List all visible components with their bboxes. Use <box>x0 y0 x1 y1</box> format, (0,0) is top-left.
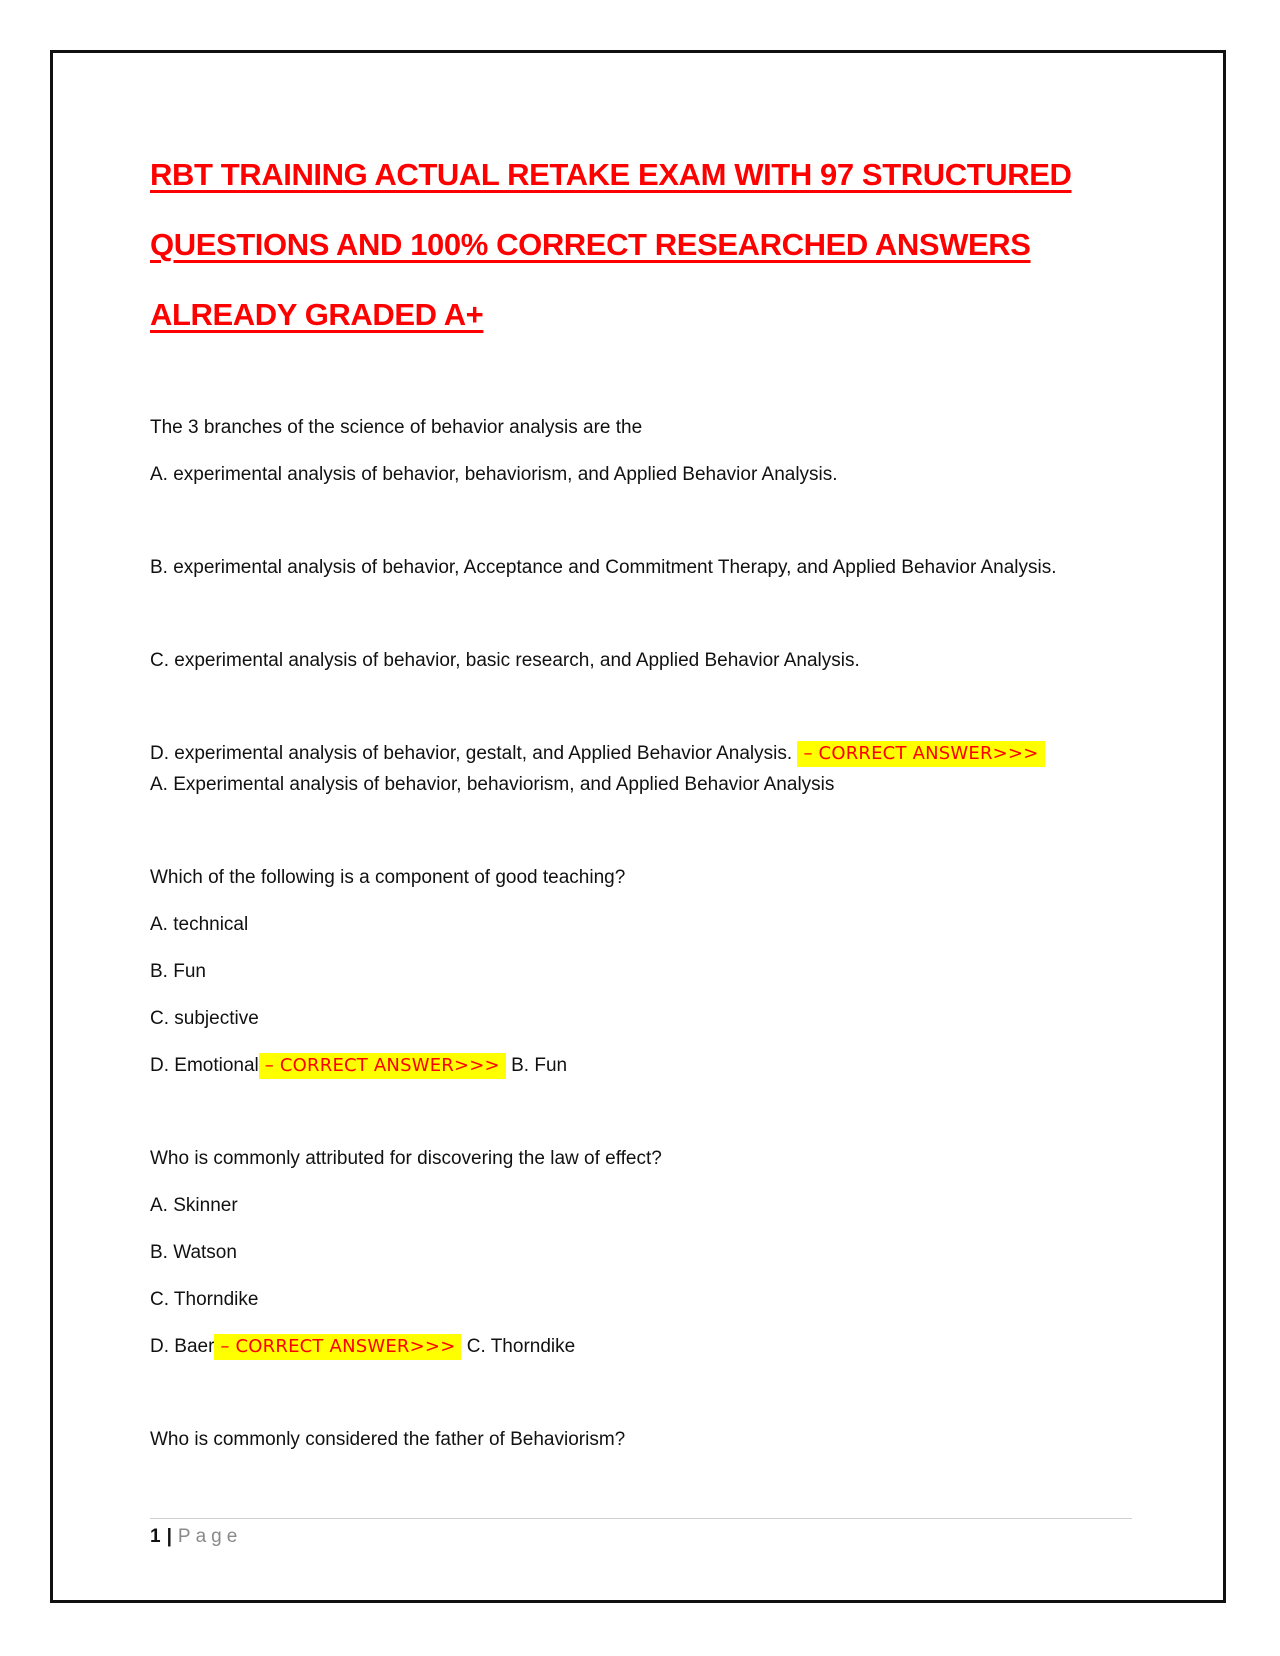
correct-answer-tag: – CORRECT ANSWER>>> <box>214 1334 461 1360</box>
question-3 <box>150 1143 1140 1362</box>
question-text: Which of the following is a component of good teaching? <box>150 867 626 888</box>
question-text: Who is commonly considered the father of Behaviorism? <box>150 1429 626 1450</box>
correct-answer-tag: – CORRECT ANSWER>>> <box>259 1053 506 1079</box>
page-number: 1 <box>150 1526 161 1547</box>
correct-answer-text: A. Experimental analysis of behavior, behaviorism, and Applied Behavior Analysis <box>150 774 835 795</box>
correct-answer-text: C. Thorndike <box>466 1336 576 1357</box>
document-body <box>150 140 1140 1455</box>
title-line-1: RBT TRAINING ACTUAL RETAKE EXAM WITH 97 STRUCTURED <box>150 157 1072 192</box>
option-b: B. Fun <box>150 961 206 982</box>
question-text: Who is commonly attributed for discovering the law of effect? <box>150 1148 662 1169</box>
question-4 <box>150 1424 1140 1455</box>
option-b: B. experimental analysis of behavior, Acceptance and Commitment Therapy, and Applied Behavior Analysis. <box>150 557 1057 578</box>
option-a: A. technical <box>150 914 249 935</box>
correct-answer-text: B. Fun <box>511 1055 568 1076</box>
page-footer <box>150 1518 1132 1551</box>
option-d: D. Baer <box>150 1336 215 1357</box>
page-separator: | <box>166 1526 172 1547</box>
option-a: A. Skinner <box>150 1195 238 1216</box>
document-title <box>150 140 1140 350</box>
option-c: C. Thorndike <box>150 1289 259 1310</box>
option-b: B. Watson <box>150 1242 237 1263</box>
question-text: The 3 branches of the science of behavior analysis are the <box>150 417 643 438</box>
option-c: C. experimental analysis of behavior, basic research, and Applied Behavior Analysis. <box>150 650 860 671</box>
option-a: A. experimental analysis of behavior, behaviorism, and Applied Behavior Analysis. <box>150 464 838 485</box>
correct-answer-tag: – CORRECT ANSWER>>> <box>797 741 1044 767</box>
option-d-with-answer <box>150 1050 1140 1081</box>
option-d-with-answer <box>150 1331 1140 1362</box>
page-label: Page <box>177 1526 243 1547</box>
option-d: D. experimental analysis of behavior, gestalt, and Applied Behavior Analysis. <box>150 743 793 764</box>
question-2 <box>150 862 1140 1081</box>
title-line-3: ALREADY GRADED A+ <box>150 297 484 332</box>
option-c: C. subjective <box>150 1008 259 1029</box>
title-line-2: QUESTIONS AND 100% CORRECT RESEARCHED ANSWERS <box>150 227 1031 262</box>
option-d-with-answer <box>150 738 1140 769</box>
option-d: D. Emotional <box>150 1055 259 1076</box>
question-1 <box>150 412 1140 800</box>
